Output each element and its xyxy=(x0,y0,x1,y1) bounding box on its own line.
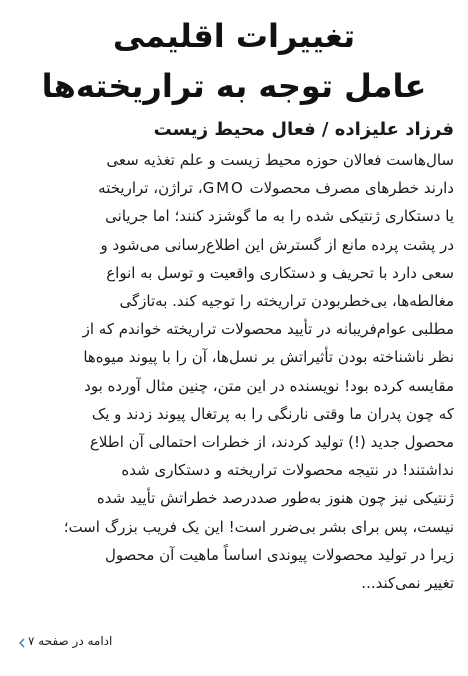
body-line: نیست، پس برای بشر بی‌ضرر است! این یک فریب بزرگ است؛ xyxy=(63,517,454,536)
article-body xyxy=(16,146,454,597)
byline: فرزاد علیزاده / فعال محیط زیست xyxy=(153,119,454,140)
headline-line-1: تغییرات اقلیمی xyxy=(112,17,356,55)
body-line: سعی دارد با تحریف و دستکاری واقعیت و توسل به انواع xyxy=(106,263,454,282)
body-line: نظر ناشناخته بودن تأثیراتش بر نسل‌ها، آن را با پیوند میوه‌ها xyxy=(83,348,454,367)
chevron-left-icon xyxy=(18,636,26,646)
body-line: مقایسه کرده بود! نویسنده در این متن، چنین مثال آورده بود xyxy=(84,376,454,395)
body-line: نداشتند! در نتیجه محصولات تراریخته و دستکاری شده xyxy=(121,461,454,480)
headline-line-2: عامل توجه به تراریخته‌ها xyxy=(41,67,427,105)
body-line: مغالطه‌ها، بی‌خطربودن تراریخته را توجیه کند. به‌تازگی xyxy=(119,292,454,311)
continuation-label: ادامه در صفحه ۷ xyxy=(28,634,113,648)
body-line: که چون پدران ما وقتی نارنگی را به پرتغال پیوند زدند و یک xyxy=(91,404,454,423)
body-line: سال‌هاست فعالان حوزه محیط زیست و علم تغذیه سعی xyxy=(106,151,454,169)
body-line: در پشت پرده مانع از گسترش این اطلاع‌رسانی می‌شود و xyxy=(100,235,454,254)
body-line: مطلبی عوام‌فریبانه در تأیید محصولات تراریخته خواندم که از xyxy=(82,320,454,339)
body-line: یا دستکاری ژنتیکی شده را به ما گوشزد کنند؛ اما جریانی xyxy=(105,207,454,226)
body-line: دارند خطرهای مصرف محصولات GMO، تراژن، تراریخته xyxy=(98,179,454,198)
body-line: ژنتیکی نیز چون هنوز به‌طور صددرصد خطراتش تأیید شده xyxy=(96,489,454,508)
body-line: محصول جدید (!) تولید کردند، از خطرات احتمالی آن اطلاع xyxy=(89,433,454,452)
body-line: تغییر نمی‌کند... xyxy=(361,574,454,593)
body-line: زیرا در تولید محصولات پیوندی اساساً ماهیت آن محصول xyxy=(105,545,454,564)
continuation-link[interactable] xyxy=(18,633,112,649)
